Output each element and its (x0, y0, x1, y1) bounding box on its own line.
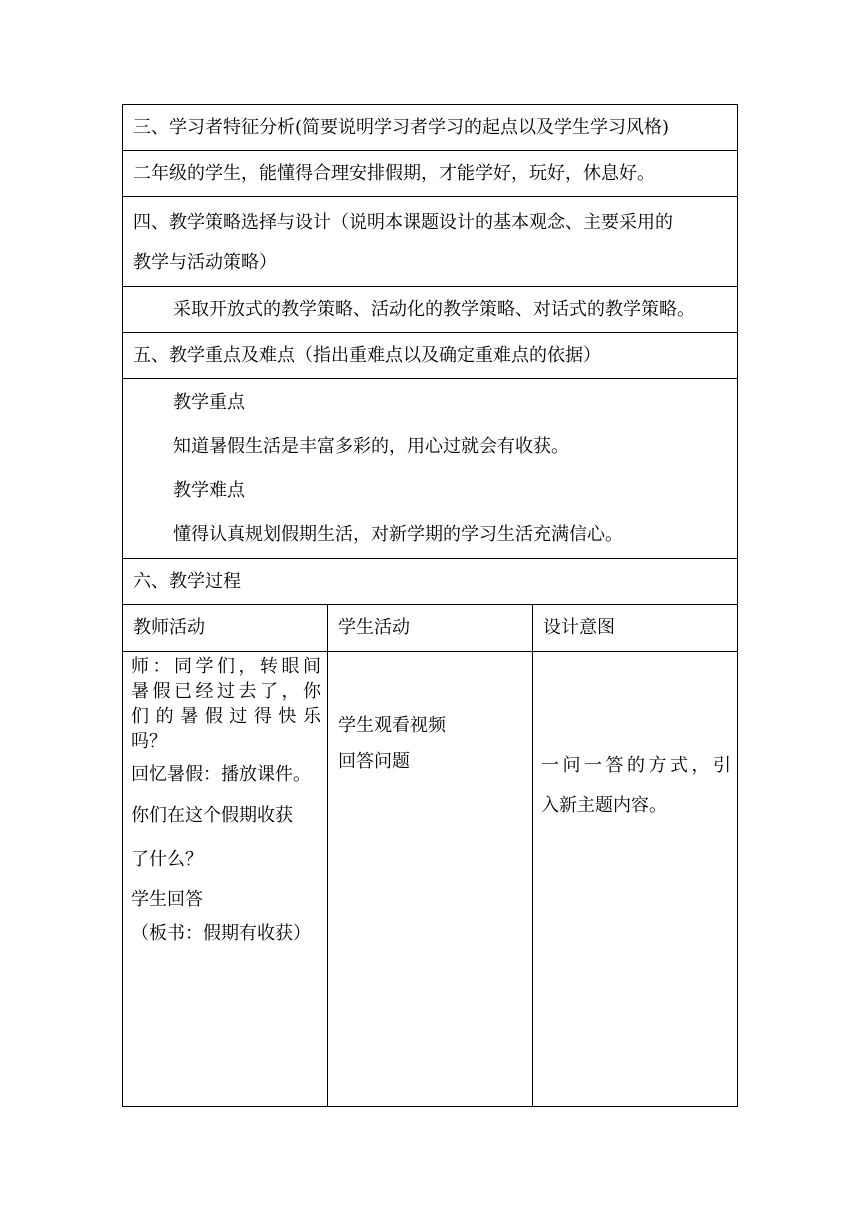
section4-heading (122, 196, 738, 286)
teacher-line: 你们在这个假期收获 (131, 805, 293, 826)
section4-content (122, 286, 738, 332)
teacher-activity-cell (123, 652, 328, 1106)
difficulty-text: 懂得认真规划假期生活，对新学期的学习生活充满信心。 (173, 524, 623, 545)
section3-content (122, 150, 738, 196)
process-table-row (122, 651, 738, 1107)
process-table-header (122, 604, 738, 651)
lesson-plan-document (122, 104, 738, 1107)
section4-heading-line2: 教学与活动策略） (133, 252, 277, 273)
section6-heading-text: 六、教学过程 (133, 571, 241, 592)
student-line: 回答问题 (338, 751, 410, 772)
student-line: 学生观看视频 (338, 715, 446, 736)
section5-heading (122, 332, 738, 378)
intent-line: 入新主题内容。 (541, 795, 667, 816)
teacher-line: 吗？ (131, 731, 167, 752)
teacher-line: 了什么？ (131, 849, 203, 870)
column-header-intent: 设计意图 (543, 617, 615, 638)
teacher-line: 回忆暑假：播放课件。 (131, 764, 311, 785)
section3-content-text: 二年级的学生，能懂得合理安排假期，才能学好，玩好，休息好。 (133, 163, 655, 184)
section3-heading-text: 三、学习者特征分析(简要说明学习者学习的起点以及学生学习风格) (133, 117, 670, 138)
student-activity-cell (328, 652, 533, 1106)
section5-content (122, 378, 738, 558)
section4-content-text: 采取开放式的教学策略、活动化的教学策略、对话式的教学策略。 (173, 299, 695, 320)
teacher-line: 学生回答 (131, 889, 203, 910)
key-point-label: 教学重点 (173, 392, 245, 413)
design-intent-cell (533, 652, 737, 1106)
column-header-student: 学生活动 (328, 605, 533, 651)
section5-heading-text: 五、教学重点及难点（指出重难点以及确定重难点的依据） (133, 345, 601, 366)
difficulty-label: 教学难点 (173, 480, 245, 501)
section4-heading-line1: 四、教学策略选择与设计（说明本课题设计的基本观念、主要采用的 (133, 212, 673, 233)
column-header-teacher: 教师活动 (123, 605, 328, 651)
teacher-line: （板书：假期有收获） (131, 923, 311, 944)
key-point-text: 知道暑假生活是丰富多彩的，用心过就会有收获。 (173, 436, 569, 457)
teacher-line: 暑假已经过去了，你 (131, 681, 321, 702)
teacher-line: 师：同学们，转眼间 (131, 656, 321, 677)
intent-line: 一问一答的方式，引 (541, 755, 731, 776)
section3-heading (122, 104, 738, 150)
teacher-line: 们的暑假过得快乐 (131, 706, 321, 727)
section6-heading (122, 558, 738, 604)
